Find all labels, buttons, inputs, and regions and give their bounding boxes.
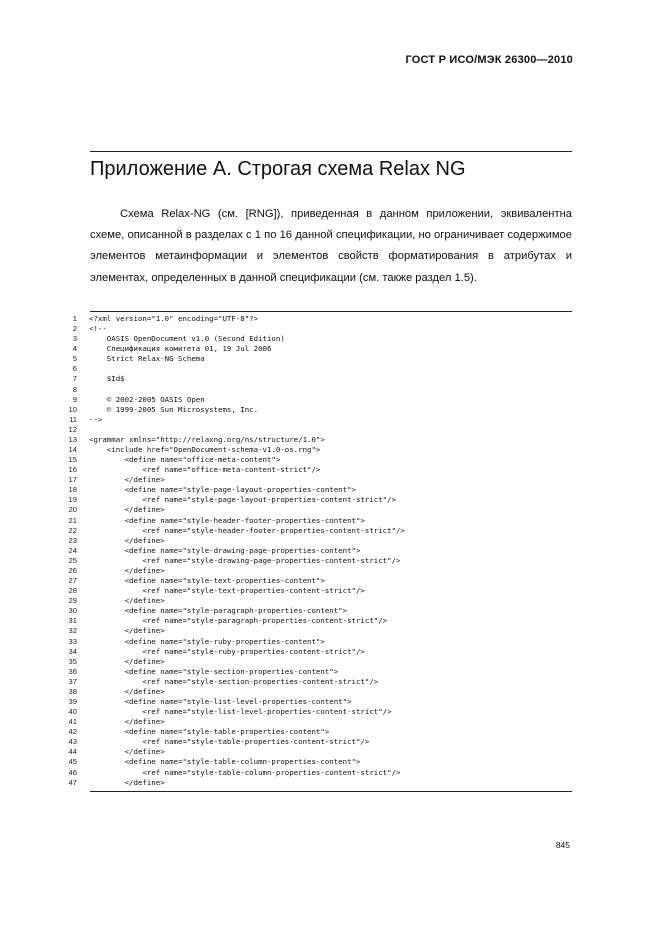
code-line: [54, 405, 574, 415]
line-number: 11: [69, 414, 77, 424]
code-line: [54, 697, 574, 707]
code-text: <define name="style-list-level-properties-content">: [89, 696, 352, 706]
code-text: © 1999-2005 Sun Microsystems, Inc.: [89, 404, 259, 414]
code-line: [54, 334, 574, 344]
code-text: <define name="style-section-properties-content">: [89, 666, 339, 676]
code-text: <ref name="style-text-properties-content-strict"/>: [89, 586, 365, 596]
code-line: [54, 707, 574, 717]
code-line: [54, 566, 574, 576]
line-number: 6: [72, 364, 77, 374]
code-line: [54, 354, 574, 364]
code-text: <ref name="office-meta-content-strict"/>: [89, 465, 321, 475]
code-text: <define name="style-page-layout-properties-content">: [89, 485, 356, 495]
line-number: 25: [68, 555, 77, 565]
code-line: [54, 616, 574, 626]
code-text: </define>: [89, 717, 165, 727]
code-text: <define name="style-ruby-properties-content">: [89, 636, 325, 646]
line-number: 34: [68, 646, 77, 656]
code-line: [54, 778, 574, 788]
line-number: 33: [68, 636, 77, 646]
code-line: [54, 505, 574, 515]
code-line: [54, 747, 574, 757]
code-line: [54, 385, 574, 395]
code-text: <ref name="style-table-properties-content-strict"/>: [89, 737, 370, 747]
document-header: ГОСТ Р ИСО/МЭК 26300—2010: [405, 54, 573, 66]
code-line: [54, 445, 574, 455]
code-top-rule: [90, 311, 572, 312]
code-line: [54, 364, 574, 374]
code-line: [54, 526, 574, 536]
code-line: [54, 395, 574, 405]
code-line: [54, 495, 574, 505]
code-line: [54, 516, 574, 526]
code-text: -->: [89, 414, 103, 424]
code-text: © 2002-2005 OASIS Open: [89, 394, 205, 404]
line-number: 2: [72, 324, 77, 334]
code-text: </define>: [89, 656, 165, 666]
code-text: </define>: [89, 777, 165, 787]
code-line: [54, 546, 574, 556]
line-number: 31: [68, 616, 77, 626]
code-text: <define name="office-meta-content">: [89, 455, 281, 465]
code-line: [54, 677, 574, 687]
code-text: <ref name="style-header-footer-properties-content-strict"/>: [89, 525, 405, 535]
line-number: 9: [72, 394, 77, 404]
code-line: [54, 465, 574, 475]
code-text: <ref name="style-table-column-properties-content-strict"/>: [89, 767, 401, 777]
line-number: 42: [68, 727, 77, 737]
line-number: 38: [68, 686, 77, 696]
code-text: Спецификация комитета 01, 19 Jul 2006: [89, 344, 272, 354]
line-number: 39: [68, 696, 77, 706]
line-number: 37: [68, 676, 77, 686]
code-text: OASIS OpenDocument v1.0 (Second Edition): [89, 334, 285, 344]
code-line: [54, 324, 574, 334]
intro-paragraph: Схема Relax-NG (см. [RNG]), приведенная в данном приложении, эквивалентна схеме, описанной в разделах с 1 по 16 данной спецификации, но ограничивает содержимое элементов метаинформации и элементов свойств форматирования в атрибутах и элементах, определенных в данной спецификации (см. также раздел 1.5).: [90, 208, 572, 284]
line-number: 16: [68, 465, 77, 475]
line-number: 23: [68, 535, 77, 545]
code-line: [54, 737, 574, 747]
code-text: </define>: [89, 686, 165, 696]
line-number: 21: [68, 515, 77, 525]
code-text: <define name="style-table-properties-content">: [89, 727, 330, 737]
line-number: 40: [68, 707, 77, 717]
code-text: <ref name="style-ruby-properties-content-strict"/>: [89, 646, 365, 656]
code-line: [54, 455, 574, 465]
code-line: [54, 536, 574, 546]
code-text: </define>: [89, 475, 165, 485]
code-text: Strict Relax-NG Schema: [89, 354, 205, 364]
code-text: <define name="style-paragraph-properties-content">: [89, 606, 348, 616]
line-number: 29: [68, 596, 77, 606]
line-number: 19: [68, 495, 77, 505]
line-number: 7: [72, 374, 77, 384]
line-number: 30: [68, 606, 77, 616]
code-line: [54, 415, 574, 425]
line-number: 20: [68, 505, 77, 515]
line-number: 43: [68, 737, 77, 747]
code-text: </define>: [89, 747, 165, 757]
code-bottom-rule: [90, 791, 572, 792]
line-number: 14: [68, 445, 77, 455]
line-number: 10: [68, 404, 77, 414]
line-number: 28: [68, 586, 77, 596]
code-text: <!--: [89, 324, 107, 334]
code-text: </define>: [89, 535, 165, 545]
line-number: 36: [68, 666, 77, 676]
code-text: <ref name="style-drawing-page-properties-content-strict"/>: [89, 555, 401, 565]
section-title: Приложение А. Строгая схема Relax NG: [90, 158, 466, 180]
code-text: <define name="style-drawing-page-properties-content">: [89, 545, 361, 555]
line-number: 41: [68, 717, 77, 727]
line-number: 22: [68, 525, 77, 535]
code-line: [54, 314, 574, 324]
code-text: <ref name="style-list-level-properties-content-strict"/>: [89, 707, 392, 717]
code-text: $Id$: [89, 374, 125, 384]
code-line: [54, 586, 574, 596]
code-line: [54, 717, 574, 727]
code-text: <include href="OpenDocument-schema-v1.0-os.rng">: [89, 445, 321, 455]
line-number: 3: [72, 334, 77, 344]
code-line: [54, 425, 574, 435]
line-number: 32: [68, 626, 77, 636]
code-line: [54, 647, 574, 657]
code-line: [54, 556, 574, 566]
code-text: <define name="style-table-column-properties-content">: [89, 757, 361, 767]
line-number: 18: [68, 485, 77, 495]
line-number: 24: [68, 545, 77, 555]
code-line: [54, 757, 574, 767]
code-line: [54, 475, 574, 485]
line-number: 26: [68, 565, 77, 575]
code-text: <define name="style-text-properties-content">: [89, 576, 325, 586]
line-number: 12: [68, 424, 77, 434]
code-line: [54, 374, 574, 384]
line-number: 46: [68, 767, 77, 777]
line-number: 5: [72, 354, 77, 364]
code-listing: [54, 314, 574, 788]
line-number: 35: [68, 656, 77, 666]
code-line: [54, 687, 574, 697]
code-line: [54, 606, 574, 616]
line-number: 8: [72, 384, 77, 394]
code-line: [54, 435, 574, 445]
line-number: 15: [68, 455, 77, 465]
code-line: [54, 626, 574, 636]
code-text: <?xml version="1.0" encoding="UTF-8"?>: [89, 314, 259, 323]
code-text: </define>: [89, 565, 165, 575]
code-text: <grammar xmlns="http://relaxng.org/ns/structure/1.0">: [89, 434, 325, 444]
line-number: 1: [72, 314, 77, 323]
code-text: <ref name="style-section-properties-content-strict"/>: [89, 676, 379, 686]
code-text: <define name="style-header-footer-properties-content">: [89, 515, 365, 525]
code-line: [54, 637, 574, 647]
code-line: [54, 727, 574, 737]
line-number: 4: [72, 344, 77, 354]
code-text: </define>: [89, 596, 165, 606]
code-line: [54, 657, 574, 667]
code-line: [54, 485, 574, 495]
line-number: 45: [68, 757, 77, 767]
code-text: </define>: [89, 505, 165, 515]
code-line: [54, 576, 574, 586]
line-number: 13: [68, 434, 77, 444]
code-text: <ref name="style-paragraph-properties-content-strict"/>: [89, 616, 388, 626]
code-text: </define>: [89, 626, 165, 636]
line-number: 27: [68, 576, 77, 586]
code-line: [54, 344, 574, 354]
code-line: [54, 768, 574, 778]
title-top-rule: [90, 151, 572, 152]
code-text: <ref name="style-page-layout-properties-content-strict"/>: [89, 495, 397, 505]
line-number: 44: [68, 747, 77, 757]
code-line: [54, 667, 574, 677]
code-line: [54, 596, 574, 606]
line-number: 17: [68, 475, 77, 485]
line-number: 47: [68, 777, 77, 787]
page-number: 845: [555, 840, 570, 850]
